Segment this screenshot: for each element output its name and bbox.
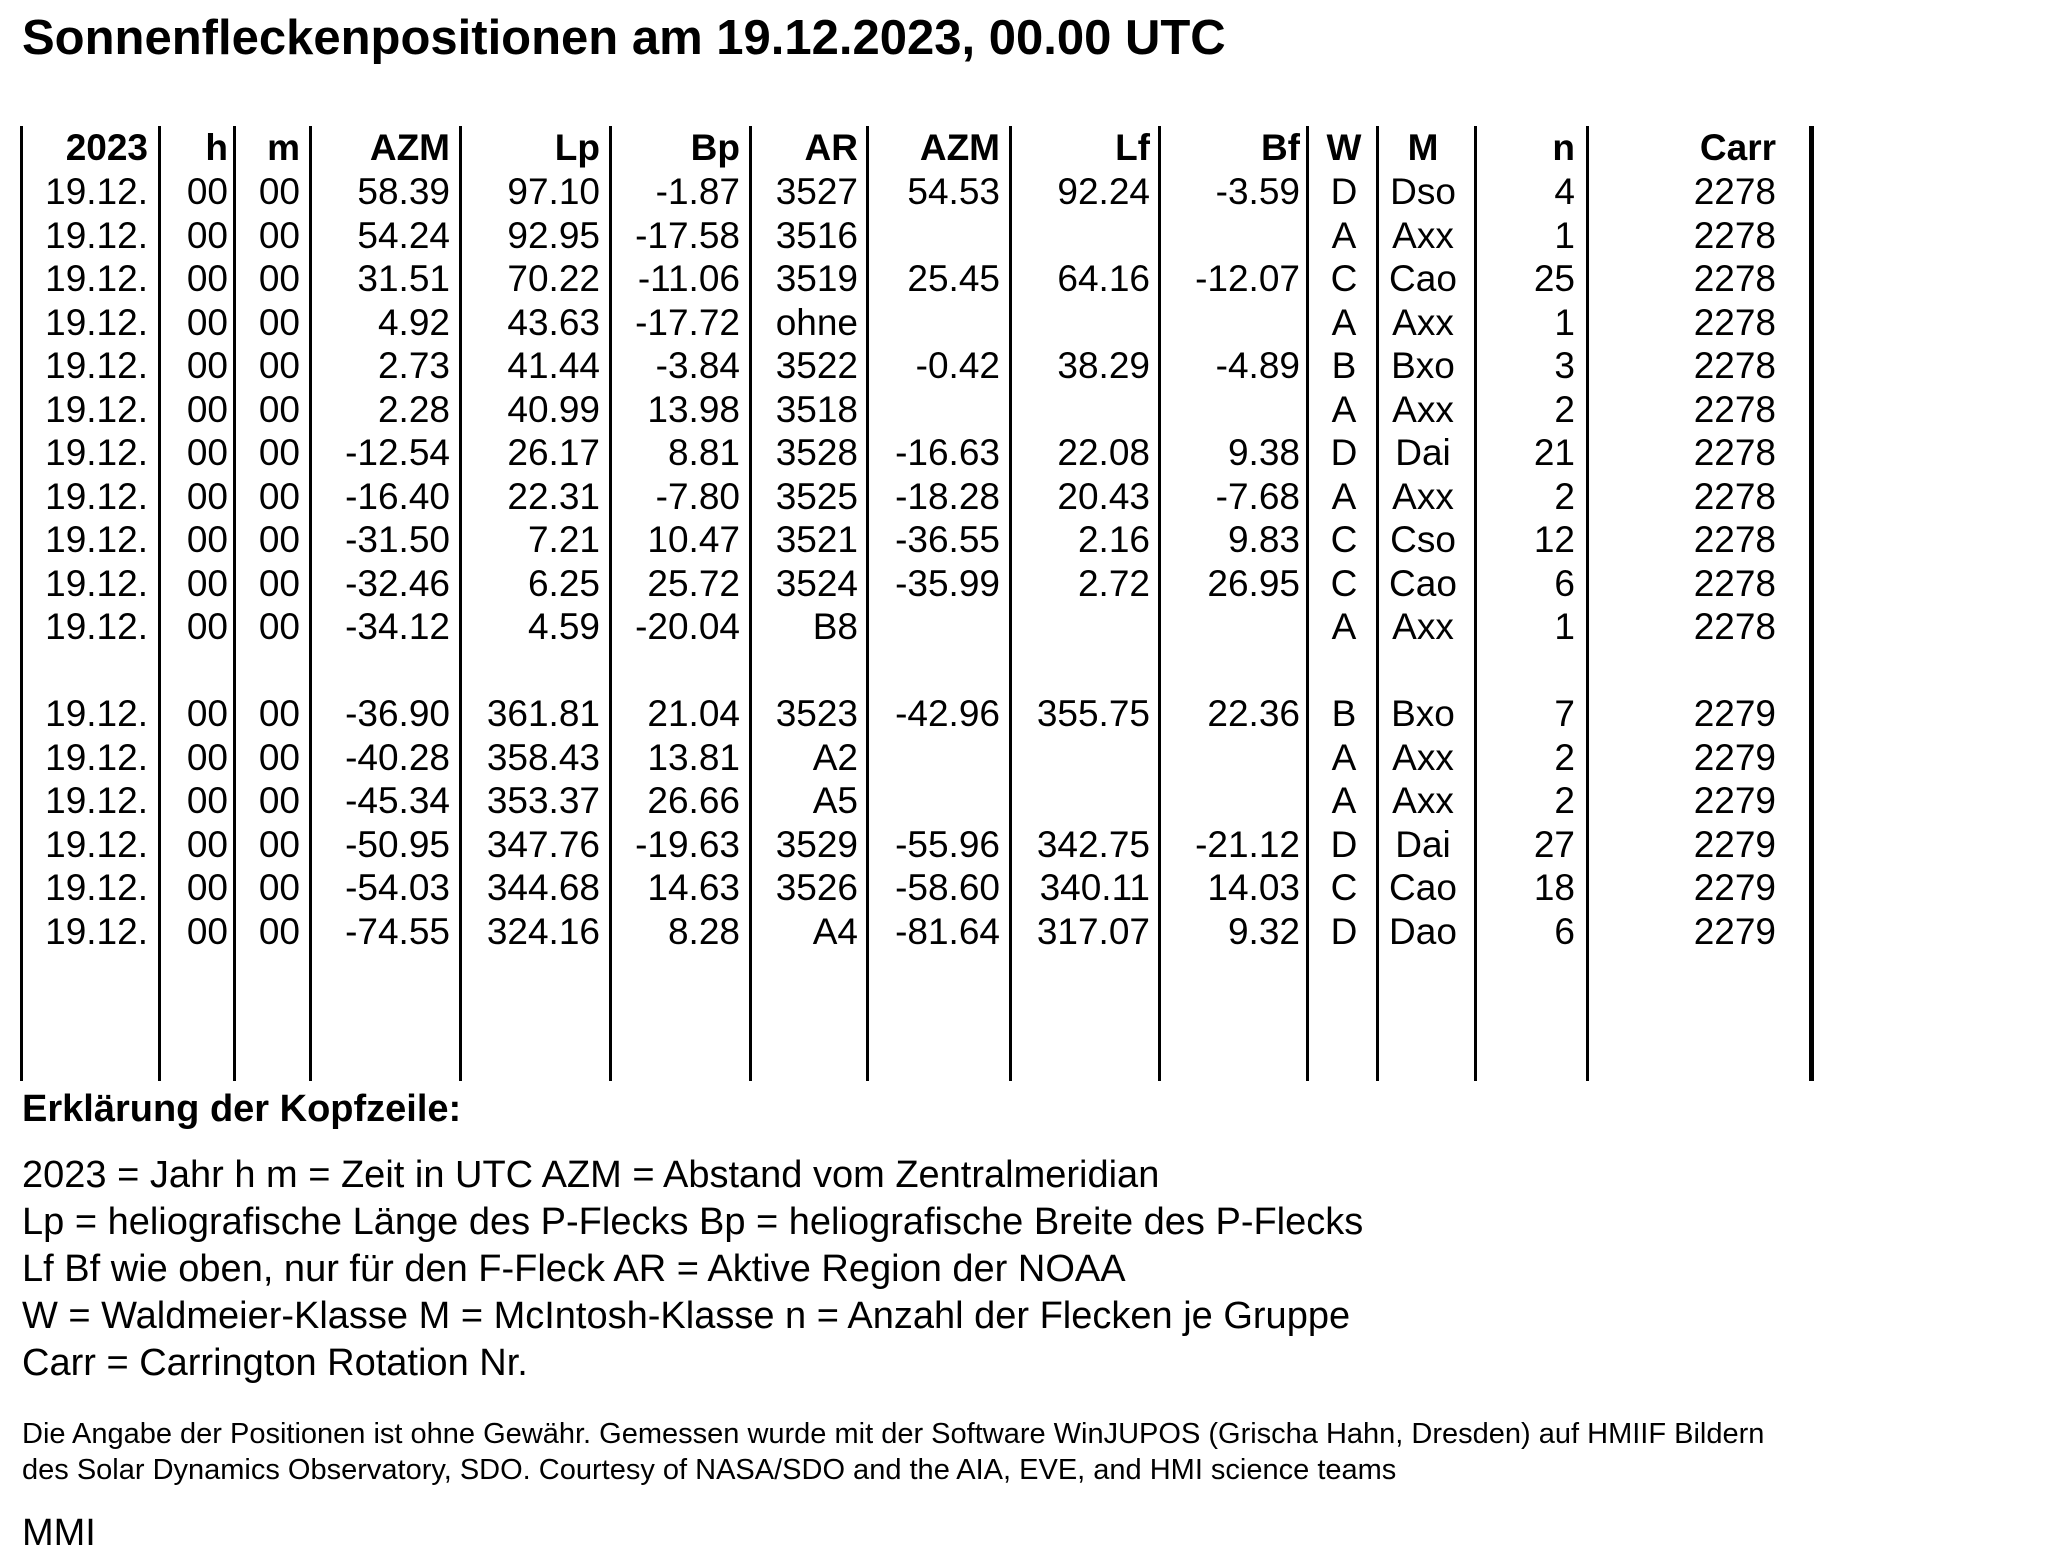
cell-col-minute: 00 [258, 389, 300, 430]
cell-col-azm-p: -32.46 [345, 563, 450, 604]
cell-col-azm-f: -0.42 [915, 345, 1000, 386]
cell-col-year: 19.12. [45, 345, 148, 386]
cell-col-azm-f [870, 388, 1000, 432]
cell-col-bp: 8.28 [667, 911, 740, 952]
cell-col-lp: 41.44 [507, 345, 600, 386]
cell-col-minute: 00 [258, 737, 300, 778]
cell-col-ar: A2 [812, 737, 858, 778]
cell-col-carr: 2279 [1693, 693, 1776, 734]
cell-col-waldmeier: A [1331, 606, 1357, 647]
cell-col-azm-p: 31.51 [357, 258, 450, 299]
cell-col-year: 19.12. [45, 563, 148, 604]
header-col-carr: Carr [1699, 127, 1776, 168]
cell-col-ar: 3527 [775, 171, 858, 212]
cell-col-year: 19.12. [45, 606, 148, 647]
cell-col-waldmeier: A [1331, 302, 1357, 343]
cell-col-lp: 353.37 [486, 780, 600, 821]
cell-col-azm-f: -35.99 [895, 563, 1000, 604]
column-divider [1158, 126, 1161, 1081]
cell-col-lp: 97.10 [507, 171, 600, 212]
cell-col-lf: 342.75 [1036, 824, 1150, 865]
cell-col-bp: -19.63 [635, 824, 740, 865]
cell-col-hour: 00 [186, 867, 228, 908]
cell-col-bf [1162, 736, 1300, 780]
cell-col-lf: 22.08 [1057, 432, 1150, 473]
cell-col-count: 1 [1554, 606, 1575, 647]
cell-col-mcintosh: Axx [1392, 737, 1454, 778]
cell-col-waldmeier: A [1331, 389, 1357, 430]
cell-col-lp: 4.59 [527, 606, 600, 647]
explanation-line: Lf Bf wie oben, nur für den F-Fleck AR = Aktive Region der NOAA [22, 1248, 1126, 1290]
cell-col-minute: 00 [258, 693, 300, 734]
cell-col-bp: 13.98 [647, 389, 740, 430]
cell-col-ar: 3521 [775, 519, 858, 560]
header-col-bf: Bf [1260, 127, 1300, 168]
column-divider [1306, 126, 1309, 1081]
cell-col-hour: 00 [186, 737, 228, 778]
cell-col-waldmeier: D [1330, 911, 1358, 952]
cell-col-waldmeier: C [1330, 258, 1358, 299]
header-col-hour: h [205, 127, 228, 168]
cell-col-hour: 00 [186, 258, 228, 299]
cell-col-bp: -20.04 [635, 606, 740, 647]
cell-col-carr: 2278 [1693, 432, 1776, 473]
cell-col-mcintosh: Bxo [1391, 693, 1455, 734]
cell-col-lp: 7.21 [527, 519, 600, 560]
cell-col-lf [1012, 605, 1150, 649]
cell-col-mcintosh: Dso [1390, 171, 1456, 212]
cell-col-waldmeier: D [1330, 824, 1358, 865]
cell-col-year: 19.12. [45, 519, 148, 560]
cell-col-hour: 00 [186, 171, 228, 212]
cell-col-lf: 340.11 [1039, 867, 1150, 908]
cell-col-azm-f: -16.63 [895, 432, 1000, 473]
cell-col-bf: 9.32 [1227, 911, 1300, 952]
cell-col-azm-f: -81.64 [895, 911, 1000, 952]
cell-col-year: 19.12. [45, 302, 148, 343]
cell-col-waldmeier: D [1330, 432, 1358, 473]
cell-col-bf: -21.12 [1195, 824, 1300, 865]
cell-col-bp: 21.04 [647, 693, 740, 734]
cell-col-mcintosh: Axx [1392, 302, 1454, 343]
cell-col-bp: -3.84 [655, 345, 740, 386]
header-col-minute: m [267, 127, 300, 168]
cell-col-lf [1012, 779, 1150, 823]
cell-col-carr: 2279 [1693, 780, 1776, 821]
cell-col-azm-p: 2.28 [377, 389, 450, 430]
cell-col-waldmeier: A [1331, 215, 1357, 256]
cell-col-hour: 00 [186, 215, 228, 256]
cell-col-bf: 9.38 [1227, 432, 1300, 473]
cell-col-mcintosh: Axx [1392, 780, 1454, 821]
header-col-azm-p: AZM [369, 127, 450, 168]
cell-col-count: 18 [1533, 867, 1575, 908]
explanation-line: Carr = Carrington Rotation Nr. [22, 1342, 528, 1384]
cell-col-ar: 3522 [775, 345, 858, 386]
cell-col-waldmeier: D [1330, 171, 1358, 212]
cell-col-count: 27 [1533, 824, 1575, 865]
cell-col-year: 19.12. [45, 693, 148, 734]
cell-col-mcintosh: Axx [1392, 215, 1454, 256]
cell-col-azm-p: -12.54 [345, 432, 450, 473]
cell-col-azm-f [870, 736, 1000, 780]
explanation-line: 2023 = Jahr h m = Zeit in UTC AZM = Abstand vom Zentralmeridian [22, 1154, 1160, 1196]
cell-col-waldmeier: C [1330, 867, 1358, 908]
cell-col-carr: 2278 [1693, 563, 1776, 604]
cell-col-lf [1012, 301, 1150, 345]
cell-col-azm-f: -58.60 [895, 867, 1000, 908]
cell-col-lp: 40.99 [507, 389, 600, 430]
cell-col-lp: 347.76 [486, 824, 600, 865]
cell-col-count: 6 [1554, 563, 1575, 604]
cell-col-year: 19.12. [45, 432, 148, 473]
cell-col-mcintosh: Axx [1392, 606, 1454, 647]
cell-col-ar: A5 [812, 780, 858, 821]
cell-col-count: 25 [1533, 258, 1575, 299]
cell-col-azm-p: 4.92 [377, 302, 450, 343]
cell-col-lp: 70.22 [507, 258, 600, 299]
cell-col-carr: 2278 [1693, 345, 1776, 386]
cell-col-ar: B8 [812, 606, 858, 647]
cell-col-lf [1012, 736, 1150, 780]
cell-col-bp: 26.66 [647, 780, 740, 821]
cell-col-count: 7 [1554, 693, 1575, 734]
column-divider [20, 126, 23, 1081]
cell-col-bf [1162, 605, 1300, 649]
cell-col-waldmeier: A [1331, 737, 1357, 778]
cell-col-minute: 00 [258, 476, 300, 517]
header-col-ar: AR [804, 127, 858, 168]
header-col-waldmeier: W [1326, 127, 1362, 168]
column-divider [1474, 126, 1477, 1081]
header-col-year: 2023 [65, 127, 148, 168]
header-col-azm-f: AZM [919, 127, 1000, 168]
header-col-bp: Bp [690, 127, 740, 168]
cell-col-waldmeier: A [1331, 476, 1357, 517]
cell-col-count: 2 [1554, 476, 1575, 517]
cell-col-azm-p: -16.40 [345, 476, 450, 517]
table-right-border [1809, 126, 1814, 1081]
cell-col-ar: 3525 [775, 476, 858, 517]
cell-col-bf: -4.89 [1215, 345, 1300, 386]
cell-col-count: 2 [1554, 780, 1575, 821]
cell-col-hour: 00 [186, 780, 228, 821]
cell-col-waldmeier: C [1330, 519, 1358, 560]
cell-col-bf: 26.95 [1207, 563, 1300, 604]
cell-col-azm-f: -42.96 [895, 693, 1000, 734]
cell-col-azm-f [870, 214, 1000, 258]
cell-col-mcintosh: Dai [1395, 824, 1451, 865]
cell-col-mcintosh: Dai [1395, 432, 1451, 473]
cell-col-bf: -12.07 [1195, 258, 1300, 299]
cell-col-bp: 10.47 [647, 519, 740, 560]
cell-col-count: 2 [1554, 389, 1575, 430]
cell-col-year: 19.12. [45, 389, 148, 430]
cell-col-mcintosh: Cso [1390, 519, 1456, 560]
cell-col-carr: 2278 [1693, 258, 1776, 299]
cell-col-ar: 3518 [775, 389, 858, 430]
cell-col-ar: 3524 [775, 563, 858, 604]
cell-col-azm-f: -18.28 [895, 476, 1000, 517]
cell-col-bf [1162, 779, 1300, 823]
cell-col-waldmeier: C [1330, 563, 1358, 604]
cell-col-bp: 13.81 [647, 737, 740, 778]
cell-col-lp: 358.43 [486, 737, 600, 778]
cell-col-hour: 00 [186, 693, 228, 734]
explanation-heading: Erklärung der Kopfzeile: [22, 1088, 462, 1130]
cell-col-azm-p: -31.50 [345, 519, 450, 560]
cell-col-lf: 355.75 [1036, 693, 1150, 734]
cell-col-lf: 38.29 [1057, 345, 1150, 386]
cell-col-lp: 6.25 [527, 563, 600, 604]
cell-col-count: 6 [1554, 911, 1575, 952]
cell-col-bf [1162, 214, 1300, 258]
cell-col-azm-f [870, 779, 1000, 823]
cell-col-bp: -11.06 [637, 258, 740, 299]
cell-col-minute: 00 [258, 780, 300, 821]
cell-col-ar: 3523 [775, 693, 858, 734]
cell-col-year: 19.12. [45, 476, 148, 517]
header-col-lp: Lp [554, 127, 600, 168]
cell-col-hour: 00 [186, 345, 228, 386]
cell-col-mcintosh: Cao [1389, 563, 1457, 604]
cell-col-azm-p: 2.73 [377, 345, 450, 386]
cell-col-bp: -7.80 [655, 476, 740, 517]
cell-col-bp: -17.72 [635, 302, 740, 343]
cell-col-waldmeier: B [1331, 693, 1357, 734]
cell-col-bp: 25.72 [647, 563, 740, 604]
cell-col-lp: 43.63 [507, 302, 600, 343]
cell-col-lp: 324.16 [486, 911, 600, 952]
cell-col-bf: 22.36 [1207, 693, 1300, 734]
cell-col-lf: 20.43 [1057, 476, 1150, 517]
cell-col-year: 19.12. [45, 911, 148, 952]
cell-col-year: 19.12. [45, 215, 148, 256]
cell-col-ar: ohne [775, 302, 858, 343]
cell-col-lf: 317.07 [1036, 911, 1150, 952]
cell-col-ar: 3529 [775, 824, 858, 865]
cell-col-count: 12 [1533, 519, 1575, 560]
cell-col-mcintosh: Cao [1389, 867, 1457, 908]
cell-col-waldmeier: A [1331, 780, 1357, 821]
cell-col-lp: 26.17 [507, 432, 600, 473]
cell-col-azm-p: -50.95 [345, 824, 450, 865]
cell-col-hour: 00 [186, 302, 228, 343]
cell-col-hour: 00 [186, 476, 228, 517]
cell-col-minute: 00 [258, 824, 300, 865]
cell-col-hour: 00 [186, 824, 228, 865]
cell-col-carr: 2278 [1693, 606, 1776, 647]
cell-col-year: 19.12. [45, 824, 148, 865]
cell-col-minute: 00 [258, 519, 300, 560]
disclaimer-line: Die Angabe der Positionen ist ohne Gewähr. Gemessen wurde mit der Software WinJUPOS (Grischa Hahn, Dresden) auf HMIIF Bildern [22, 1418, 1765, 1450]
cell-col-minute: 00 [258, 171, 300, 212]
cell-col-ar: 3528 [775, 432, 858, 473]
cell-col-hour: 00 [186, 606, 228, 647]
cell-col-carr: 2278 [1693, 519, 1776, 560]
cell-col-bp: 14.63 [647, 867, 740, 908]
cell-col-azm-f [870, 301, 1000, 345]
cell-col-azm-p: -74.55 [345, 911, 450, 952]
explanation-line: W = Waldmeier-Klasse M = McIntosh-Klasse n = Anzahl der Flecken je Gruppe [22, 1295, 1351, 1337]
cell-col-bf: 9.83 [1227, 519, 1300, 560]
cell-col-carr: 2279 [1693, 867, 1776, 908]
column-divider [158, 126, 161, 1081]
explanation-line: Lp = heliografische Länge des P-Flecks Bp = heliografische Breite des P-Flecks [22, 1201, 1364, 1243]
column-divider [866, 126, 869, 1081]
cell-col-minute: 00 [258, 563, 300, 604]
cell-col-count: 1 [1554, 215, 1575, 256]
cell-col-lf: 2.72 [1077, 563, 1150, 604]
cell-col-azm-f: 54.53 [907, 171, 1000, 212]
cell-col-ar: 3526 [775, 867, 858, 908]
cell-col-hour: 00 [186, 563, 228, 604]
cell-col-count: 1 [1554, 302, 1575, 343]
header-col-lf: Lf [1115, 127, 1150, 168]
cell-col-minute: 00 [258, 911, 300, 952]
cell-col-mcintosh: Axx [1392, 476, 1454, 517]
cell-col-carr: 2278 [1693, 389, 1776, 430]
cell-col-azm-f: 25.45 [907, 258, 1000, 299]
cell-col-minute: 00 [258, 258, 300, 299]
cell-col-azm-f [870, 605, 1000, 649]
cell-col-count: 21 [1533, 432, 1575, 473]
cell-col-lf: 92.24 [1057, 171, 1150, 212]
cell-col-bp: -17.58 [635, 215, 740, 256]
cell-col-azm-p: -36.90 [345, 693, 450, 734]
cell-col-mcintosh: Cao [1389, 258, 1457, 299]
cell-col-azm-f: -55.96 [895, 824, 1000, 865]
cell-col-bf: -3.59 [1215, 171, 1300, 212]
cell-col-lp: 344.68 [486, 867, 600, 908]
cell-col-count: 4 [1554, 171, 1575, 212]
cell-col-bf: 14.03 [1207, 867, 1300, 908]
cell-col-azm-p: 54.24 [357, 215, 450, 256]
signature: MMI [22, 1512, 96, 1554]
cell-col-bp: 8.81 [667, 432, 740, 473]
cell-col-carr: 2278 [1693, 302, 1776, 343]
cell-col-carr: 2278 [1693, 476, 1776, 517]
cell-col-azm-p: -34.12 [345, 606, 450, 647]
cell-col-bf [1162, 301, 1300, 345]
cell-col-waldmeier: B [1331, 345, 1357, 386]
cell-col-bf: -7.68 [1215, 476, 1300, 517]
cell-col-hour: 00 [186, 389, 228, 430]
cell-col-minute: 00 [258, 432, 300, 473]
cell-col-azm-f: -36.55 [895, 519, 1000, 560]
cell-col-year: 19.12. [45, 737, 148, 778]
cell-col-minute: 00 [258, 867, 300, 908]
cell-col-carr: 2279 [1693, 824, 1776, 865]
cell-col-carr: 2279 [1693, 737, 1776, 778]
header-col-mcintosh: M [1407, 127, 1439, 168]
cell-col-carr: 2279 [1693, 911, 1776, 952]
cell-col-count: 3 [1554, 345, 1575, 386]
page-title: Sonnenfleckenpositionen am 19.12.2023, 00.00 UTC [22, 11, 1226, 65]
cell-col-bf [1162, 388, 1300, 432]
cell-col-minute: 00 [258, 215, 300, 256]
cell-col-ar: 3519 [775, 258, 858, 299]
cell-col-carr: 2278 [1693, 171, 1776, 212]
cell-col-count: 2 [1554, 737, 1575, 778]
cell-col-hour: 00 [186, 432, 228, 473]
cell-col-lf [1012, 388, 1150, 432]
cell-col-year: 19.12. [45, 258, 148, 299]
cell-col-bp: -1.87 [655, 171, 740, 212]
cell-col-hour: 00 [186, 519, 228, 560]
cell-col-mcintosh: Bxo [1391, 345, 1455, 386]
cell-col-azm-p: -40.28 [345, 737, 450, 778]
cell-col-azm-p: -45.34 [345, 780, 450, 821]
cell-col-ar: 3516 [775, 215, 858, 256]
cell-col-lp: 92.95 [507, 215, 600, 256]
cell-col-year: 19.12. [45, 780, 148, 821]
cell-col-minute: 00 [258, 302, 300, 343]
cell-col-hour: 00 [186, 911, 228, 952]
cell-col-lf: 2.16 [1077, 519, 1150, 560]
disclaimer-line: des Solar Dynamics Observatory, SDO. Courtesy of NASA/SDO and the AIA, EVE, and HMI science teams [22, 1454, 1397, 1486]
column-divider [233, 126, 236, 1081]
cell-col-year: 19.12. [45, 867, 148, 908]
cell-col-lp: 22.31 [507, 476, 600, 517]
cell-col-lf [1012, 214, 1150, 258]
cell-col-mcintosh: Dao [1389, 911, 1457, 952]
cell-col-minute: 00 [258, 345, 300, 386]
header-col-count: n [1552, 127, 1575, 168]
cell-col-mcintosh: Axx [1392, 389, 1454, 430]
cell-col-lp: 361.81 [486, 693, 600, 734]
cell-col-lf: 64.16 [1057, 258, 1150, 299]
cell-col-minute: 00 [258, 606, 300, 647]
cell-col-azm-p: 58.39 [357, 171, 450, 212]
column-divider [1586, 126, 1589, 1081]
cell-col-carr: 2278 [1693, 215, 1776, 256]
cell-col-ar: A4 [812, 911, 858, 952]
cell-col-azm-p: -54.03 [345, 867, 450, 908]
cell-col-year: 19.12. [45, 171, 148, 212]
